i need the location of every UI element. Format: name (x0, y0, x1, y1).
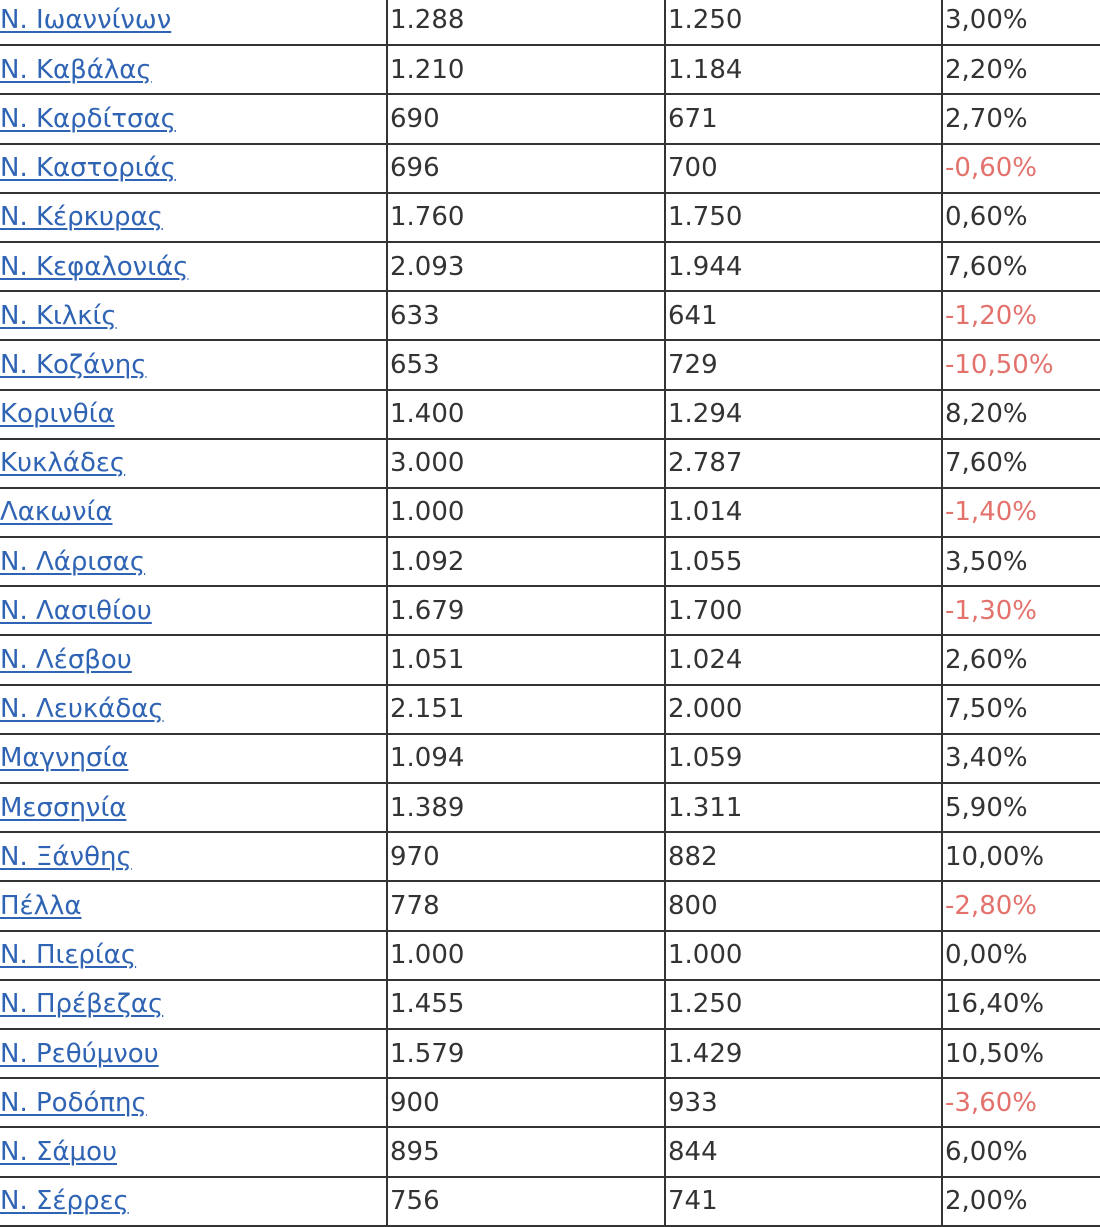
region-cell (0, 390, 387, 439)
region-cell (0, 734, 387, 783)
region-cell (0, 931, 387, 980)
table-row (0, 1127, 1100, 1176)
table-row (0, 931, 1100, 980)
table-row (0, 0, 1100, 45)
value-2019-cell: 741 (665, 1177, 942, 1226)
value-2019-cell: 1.944 (665, 242, 942, 291)
table-row (0, 537, 1100, 586)
region-link[interactable]: Ν. Πρέβεζας (0, 989, 164, 1020)
region-link[interactable]: Μεσσηνία (0, 792, 127, 823)
change-percent-cell: 10,00% (942, 832, 1100, 881)
region-link[interactable]: Ν. Κεφαλονιάς (0, 251, 189, 282)
change-percent-cell: 0,00% (942, 931, 1100, 980)
region-link[interactable]: Ν. Λασιθίου (0, 595, 152, 626)
table-row (0, 1029, 1100, 1078)
table-row (0, 734, 1100, 783)
table-row (0, 980, 1100, 1029)
value-2020-cell: 1.400 (387, 390, 665, 439)
region-cell (0, 685, 387, 734)
region-cell (0, 242, 387, 291)
change-percent-cell: -2,80% (942, 881, 1100, 930)
table-row (0, 45, 1100, 94)
change-percent-cell: 3,40% (942, 734, 1100, 783)
change-percent-cell: 2,60% (942, 635, 1100, 684)
table-row (0, 242, 1100, 291)
value-2020-cell: 1.051 (387, 635, 665, 684)
change-percent-cell: -0,60% (942, 144, 1100, 193)
region-link[interactable]: Ν. Κιλκίς (0, 300, 117, 331)
value-2019-cell: 882 (665, 832, 942, 881)
change-percent-cell: 10,50% (942, 1029, 1100, 1078)
table-row (0, 291, 1100, 340)
table-row (0, 1078, 1100, 1127)
region-cell (0, 586, 387, 635)
value-2020-cell: 653 (387, 340, 665, 389)
change-percent-cell: 7,60% (942, 439, 1100, 488)
value-2019-cell: 671 (665, 94, 942, 143)
change-percent-cell: 7,60% (942, 242, 1100, 291)
region-cell (0, 488, 387, 537)
region-link[interactable]: Ν. Σάμου (0, 1136, 118, 1167)
region-link[interactable]: Ν. Καστοριάς (0, 153, 176, 184)
value-2019-cell: 1.429 (665, 1029, 942, 1078)
value-2020-cell: 1.760 (387, 193, 665, 242)
region-cell (0, 980, 387, 1029)
region-cell (0, 439, 387, 488)
value-2020-cell: 633 (387, 291, 665, 340)
change-percent-cell: 2,20% (942, 45, 1100, 94)
region-link[interactable]: Μαγνησία (0, 743, 129, 774)
region-link[interactable]: Ν. Λέσβου (0, 645, 132, 676)
table-row (0, 881, 1100, 930)
table-row (0, 586, 1100, 635)
region-link[interactable]: Ν. Ροδόπης (0, 1087, 147, 1118)
region-cell (0, 0, 387, 45)
value-2019-cell: 1.250 (665, 980, 942, 1029)
region-link[interactable]: Ν. Καρδίτσας (0, 103, 176, 134)
table-row (0, 1177, 1100, 1226)
change-percent-cell: -1,30% (942, 586, 1100, 635)
change-percent-cell: 3,00% (942, 0, 1100, 45)
value-2019-cell: 933 (665, 1078, 942, 1127)
value-2020-cell: 1.092 (387, 537, 665, 586)
region-cell (0, 1127, 387, 1176)
value-2019-cell: 1.294 (665, 390, 942, 439)
value-2019-cell: 2.787 (665, 439, 942, 488)
region-cell (0, 635, 387, 684)
value-2019-cell: 1.014 (665, 488, 942, 537)
region-link[interactable]: Πέλλα (0, 890, 82, 921)
change-percent-cell: 2,00% (942, 1177, 1100, 1226)
value-2019-cell: 729 (665, 340, 942, 389)
value-2020-cell: 1.579 (387, 1029, 665, 1078)
region-link[interactable]: Ν. Κοζάνης (0, 349, 147, 380)
region-cell (0, 1029, 387, 1078)
change-percent-cell: -10,50% (942, 340, 1100, 389)
value-2020-cell: 895 (387, 1127, 665, 1176)
region-link[interactable]: Ν. Κέρκυρας (0, 202, 163, 233)
region-link[interactable]: Κυκλάδες (0, 448, 126, 479)
region-cell (0, 1177, 387, 1226)
value-2020-cell: 756 (387, 1177, 665, 1226)
change-percent-cell: 5,90% (942, 783, 1100, 832)
value-2019-cell: 1.055 (665, 537, 942, 586)
region-cell (0, 783, 387, 832)
region-cell (0, 291, 387, 340)
value-2019-cell: 1.000 (665, 931, 942, 980)
value-2020-cell: 696 (387, 144, 665, 193)
region-cell (0, 537, 387, 586)
region-cell (0, 94, 387, 143)
region-link[interactable]: Ν. Καβάλας (0, 54, 152, 85)
value-2020-cell: 1.389 (387, 783, 665, 832)
change-percent-cell: -1,20% (942, 291, 1100, 340)
table-row (0, 144, 1100, 193)
value-2019-cell: 1.700 (665, 586, 942, 635)
change-percent-cell: 8,20% (942, 390, 1100, 439)
region-cell (0, 832, 387, 881)
region-cell (0, 340, 387, 389)
change-percent-cell: 3,50% (942, 537, 1100, 586)
value-2019-cell: 1.750 (665, 193, 942, 242)
region-link[interactable]: Ν. Ρεθύμνου (0, 1038, 159, 1069)
table-row (0, 193, 1100, 242)
value-2020-cell: 1.000 (387, 488, 665, 537)
region-cell (0, 144, 387, 193)
value-2019-cell: 1.311 (665, 783, 942, 832)
value-2020-cell: 970 (387, 832, 665, 881)
table-row (0, 94, 1100, 143)
table-row (0, 439, 1100, 488)
value-2020-cell: 3.000 (387, 439, 665, 488)
value-2019-cell: 1.184 (665, 45, 942, 94)
value-2019-cell: 700 (665, 144, 942, 193)
region-link[interactable]: Ν. Πιερίας (0, 940, 137, 971)
region-cell (0, 881, 387, 930)
table-row (0, 832, 1100, 881)
value-2019-cell: 1.250 (665, 0, 942, 45)
value-2019-cell: 2.000 (665, 685, 942, 734)
change-percent-cell: 2,70% (942, 94, 1100, 143)
region-cell (0, 193, 387, 242)
value-2020-cell: 1.455 (387, 980, 665, 1029)
value-2019-cell: 844 (665, 1127, 942, 1176)
change-percent-cell: 16,40% (942, 980, 1100, 1029)
table-row (0, 685, 1100, 734)
change-percent-cell: -3,60% (942, 1078, 1100, 1127)
value-2020-cell: 778 (387, 881, 665, 930)
change-percent-cell: -1,40% (942, 488, 1100, 537)
value-2019-cell: 1.024 (665, 635, 942, 684)
region-cell (0, 1078, 387, 1127)
value-2020-cell: 1.288 (387, 0, 665, 45)
region-link[interactable]: Ν. Λάρισας (0, 546, 146, 577)
region-link[interactable]: Ν. Ιωαννίνων (0, 5, 172, 36)
value-2020-cell: 1.679 (387, 586, 665, 635)
region-link[interactable]: Ν. Λευκάδας (0, 694, 164, 725)
table-row (0, 390, 1100, 439)
value-2020-cell: 690 (387, 94, 665, 143)
table-row (0, 635, 1100, 684)
region-cell (0, 45, 387, 94)
table-row (0, 488, 1100, 537)
table-row (0, 340, 1100, 389)
value-2020-cell: 2.151 (387, 685, 665, 734)
change-percent-cell: 6,00% (942, 1127, 1100, 1176)
value-2020-cell: 1.000 (387, 931, 665, 980)
region-link[interactable]: Ν. Ξάνθης (0, 841, 132, 872)
region-link[interactable]: Λακωνία (0, 497, 113, 528)
value-2019-cell: 1.059 (665, 734, 942, 783)
value-2020-cell: 1.210 (387, 45, 665, 94)
region-link[interactable]: Κορινθία (0, 399, 115, 430)
change-percent-cell: 0,60% (942, 193, 1100, 242)
region-link[interactable]: Ν. Σέρρες (0, 1186, 129, 1217)
value-2020-cell: 1.094 (387, 734, 665, 783)
change-percent-cell: 7,50% (942, 685, 1100, 734)
table-row (0, 783, 1100, 832)
value-2019-cell: 800 (665, 881, 942, 930)
value-2020-cell: 2.093 (387, 242, 665, 291)
value-2019-cell: 641 (665, 291, 942, 340)
value-2020-cell: 900 (387, 1078, 665, 1127)
